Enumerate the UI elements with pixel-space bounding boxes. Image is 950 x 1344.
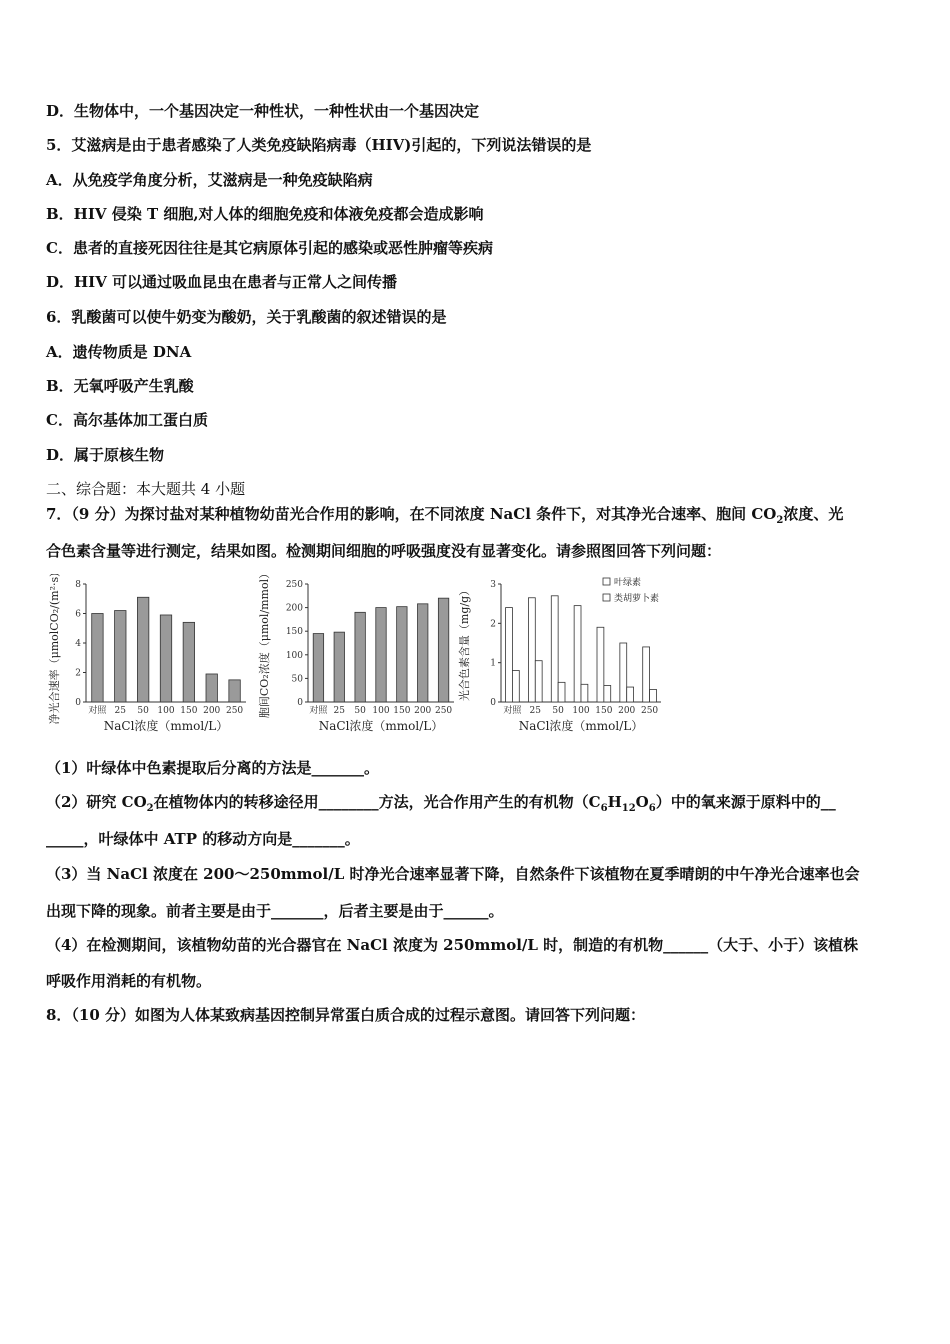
q7-part-4-line-1: （4）在检测期间，该植物幼苗的光合器官在 NaCl 浓度为 250mmol/L 时，制造的有机物______（大于、小于）该植株 [46,936,859,954]
q6-option-c: C．高尔基体加工蛋白质 [46,411,208,429]
bar [627,687,634,702]
q6-option-a: A．遗传物质是 DNA [46,343,192,361]
y-tick-label: 50 [291,674,303,685]
q7-part-3-line-1: （3）当 NaCl 浓度在 200～250mmol/L 时净光合速率显著下降，自然条件下该植物在夏季晴朗的中午净光合速率也会 [46,865,860,883]
bar [115,611,126,702]
y-tick-label: 3 [490,580,496,590]
x-tick-label: 50 [552,706,564,716]
q5-option-d: D．HIV 可以通过吸血昆虫在患者与正常人之间传播 [46,273,398,291]
bar [229,680,240,702]
bar [620,643,627,702]
x-tick-label: 150 [393,706,411,716]
y-tick-label: 200 [285,603,303,614]
q7-text-a: 7．（9 分）为探讨盐对某种植物幼苗光合作用的影响，在不同浓度 NaCl 条件下，对其净光合速率、胞间 CO [46,505,777,523]
bar [397,607,407,702]
bar [160,615,171,702]
q7-part-3-line-2: 出现下降的现象。前者主要是由于_______，后者主要是由于______。 [46,902,504,920]
p2-a: （2）研究 CO [46,793,147,811]
y-axis-label: 光合色素含量（mg/g） [458,584,471,702]
y-tick-label: 2 [75,668,81,679]
bar [512,671,519,702]
charts-svg [46,574,686,744]
x-tick-label: 100 [572,706,590,716]
y-tick-label: 4 [75,639,81,649]
chart-3 [457,576,661,733]
bar [535,661,542,702]
x-tick-label: 250 [640,706,659,716]
q7-part-4-line-2: 呼吸作用消耗的有机物。 [46,972,212,990]
bar [558,682,565,702]
x-tick-label: 100 [372,706,390,716]
x-tick-label: 对照 [88,706,107,716]
bar [206,674,217,702]
x-tick-label: 250 [434,706,453,716]
question-8: 8．（10 分）如图为人体某致病基因控制异常蛋白质合成的过程示意图。请回答下列问题： [46,1006,646,1024]
x-tick-label: 50 [354,706,366,716]
bar [551,596,558,702]
q5-option-c: C．患者的直接死因往往是其它病原体引起的感染或恶性肿瘤等疾病 [46,239,493,257]
bar [334,632,344,702]
bar [506,608,513,702]
q7-part-2-line-1 [46,792,836,812]
x-axis-label: NaCl浓度（mmol/L） [103,719,229,733]
q7-part-2-line-2: _____，叶绿体中 ATP 的移动方向是_______。 [46,830,360,848]
x-tick-label: 150 [180,706,198,716]
x-tick-label: 150 [595,706,613,716]
x-tick-label: 50 [137,706,149,716]
bar [643,647,650,702]
bar [355,612,365,702]
bar [313,634,323,702]
p2-e: ）中的氧来源于原料中的__ [655,793,836,811]
p2-d: O [635,793,649,811]
y-tick-label: 0 [490,698,496,708]
bar [438,598,448,702]
figure-charts [46,574,686,744]
q4-option-d: D．生物体中，一个基因决定一种性状，一种性状由一个基因决定 [46,102,480,120]
legend-swatch [603,594,610,601]
q5-option-b: B．HIV 侵染 T 细胞,对人体的细胞免疫和体液免疫都会造成影响 [46,205,484,223]
p2-b: 在植物体内的转移途径用________方法，光合作用产生的有机物（C [153,793,601,811]
bar [137,597,148,702]
bar [92,614,103,703]
bar [183,622,194,702]
q6-option-b: B．无氧呼吸产生乳酸 [46,377,194,395]
legend-label: 叶绿素 [614,578,642,588]
q7-sub: 2 [776,515,784,526]
q6-option-d: D．属于原核生物 [46,446,165,464]
x-axis-label: NaCl浓度（mmol/L） [518,719,644,733]
y-tick-label: 0 [75,698,81,708]
x-tick-label: 200 [414,706,432,716]
x-tick-label: 250 [225,706,244,716]
x-tick-label: 25 [529,706,542,716]
legend-label: 类胡萝卜素 [614,594,660,604]
y-tick-label: 100 [285,650,303,661]
y-tick-label: 250 [285,580,303,590]
y-axis-label: 胞间CO₂浓度（μmol/mmol） [258,574,271,719]
x-tick-label: 100 [157,706,175,716]
chart-1 [47,574,246,733]
y-tick-label: 0 [297,698,303,708]
p2-sub3: 12 [621,803,636,814]
chart-2 [257,574,454,733]
bar [528,598,535,702]
y-tick-label: 2 [490,619,496,630]
x-tick-label: 25 [333,706,346,716]
x-tick-label: 对照 [503,706,522,716]
bar [376,608,386,702]
y-tick-label: 8 [75,580,81,590]
y-tick-label: 6 [75,609,81,620]
bar [604,685,611,702]
section-2-heading: 二、综合题：本大题共 4 小题 [46,480,246,498]
q5-option-a: A．从免疫学角度分析，艾滋病是一种免疫缺陷病 [46,171,373,189]
question-7-line-1 [46,504,843,524]
bar [574,606,581,702]
q7-part-1: （1）叶绿体中色素提取后分离的方法是_______。 [46,759,379,777]
q7-text-b: 浓度、光 [783,505,844,523]
x-tick-label: 对照 [309,706,328,716]
bar [581,684,588,702]
x-tick-label: 25 [114,706,127,716]
question-6: 6．乳酸菌可以使牛奶变为酸奶，关于乳酸菌的叙述错误的是 [46,308,447,326]
bar [597,627,604,702]
p2-sub4: 6 [648,803,656,814]
p2-c: H [607,793,622,811]
question-7-line-2: 合色素含量等进行测定，结果如图。检测期间细胞的呼吸强度没有显著变化。请参照图回答下列问题： [46,542,722,560]
bar [418,604,428,702]
y-tick-label: 150 [285,627,303,638]
p2-sub2: 6 [600,803,608,814]
x-tick-label: 200 [203,706,221,716]
y-axis-label: 净光合速率（μmolCO₂/(m²·s)） [48,574,61,725]
bar [650,689,657,702]
legend-swatch [603,578,610,585]
question-5: 5．艾滋病是由于患者感染了人类免疫缺陷病毒（HIV)引起的，下列说法错误的是 [46,136,592,154]
x-axis-label: NaCl浓度（mmol/L） [318,719,444,733]
x-tick-label: 200 [618,706,636,716]
y-tick-label: 1 [490,658,496,669]
p2-sub1: 2 [146,803,154,814]
